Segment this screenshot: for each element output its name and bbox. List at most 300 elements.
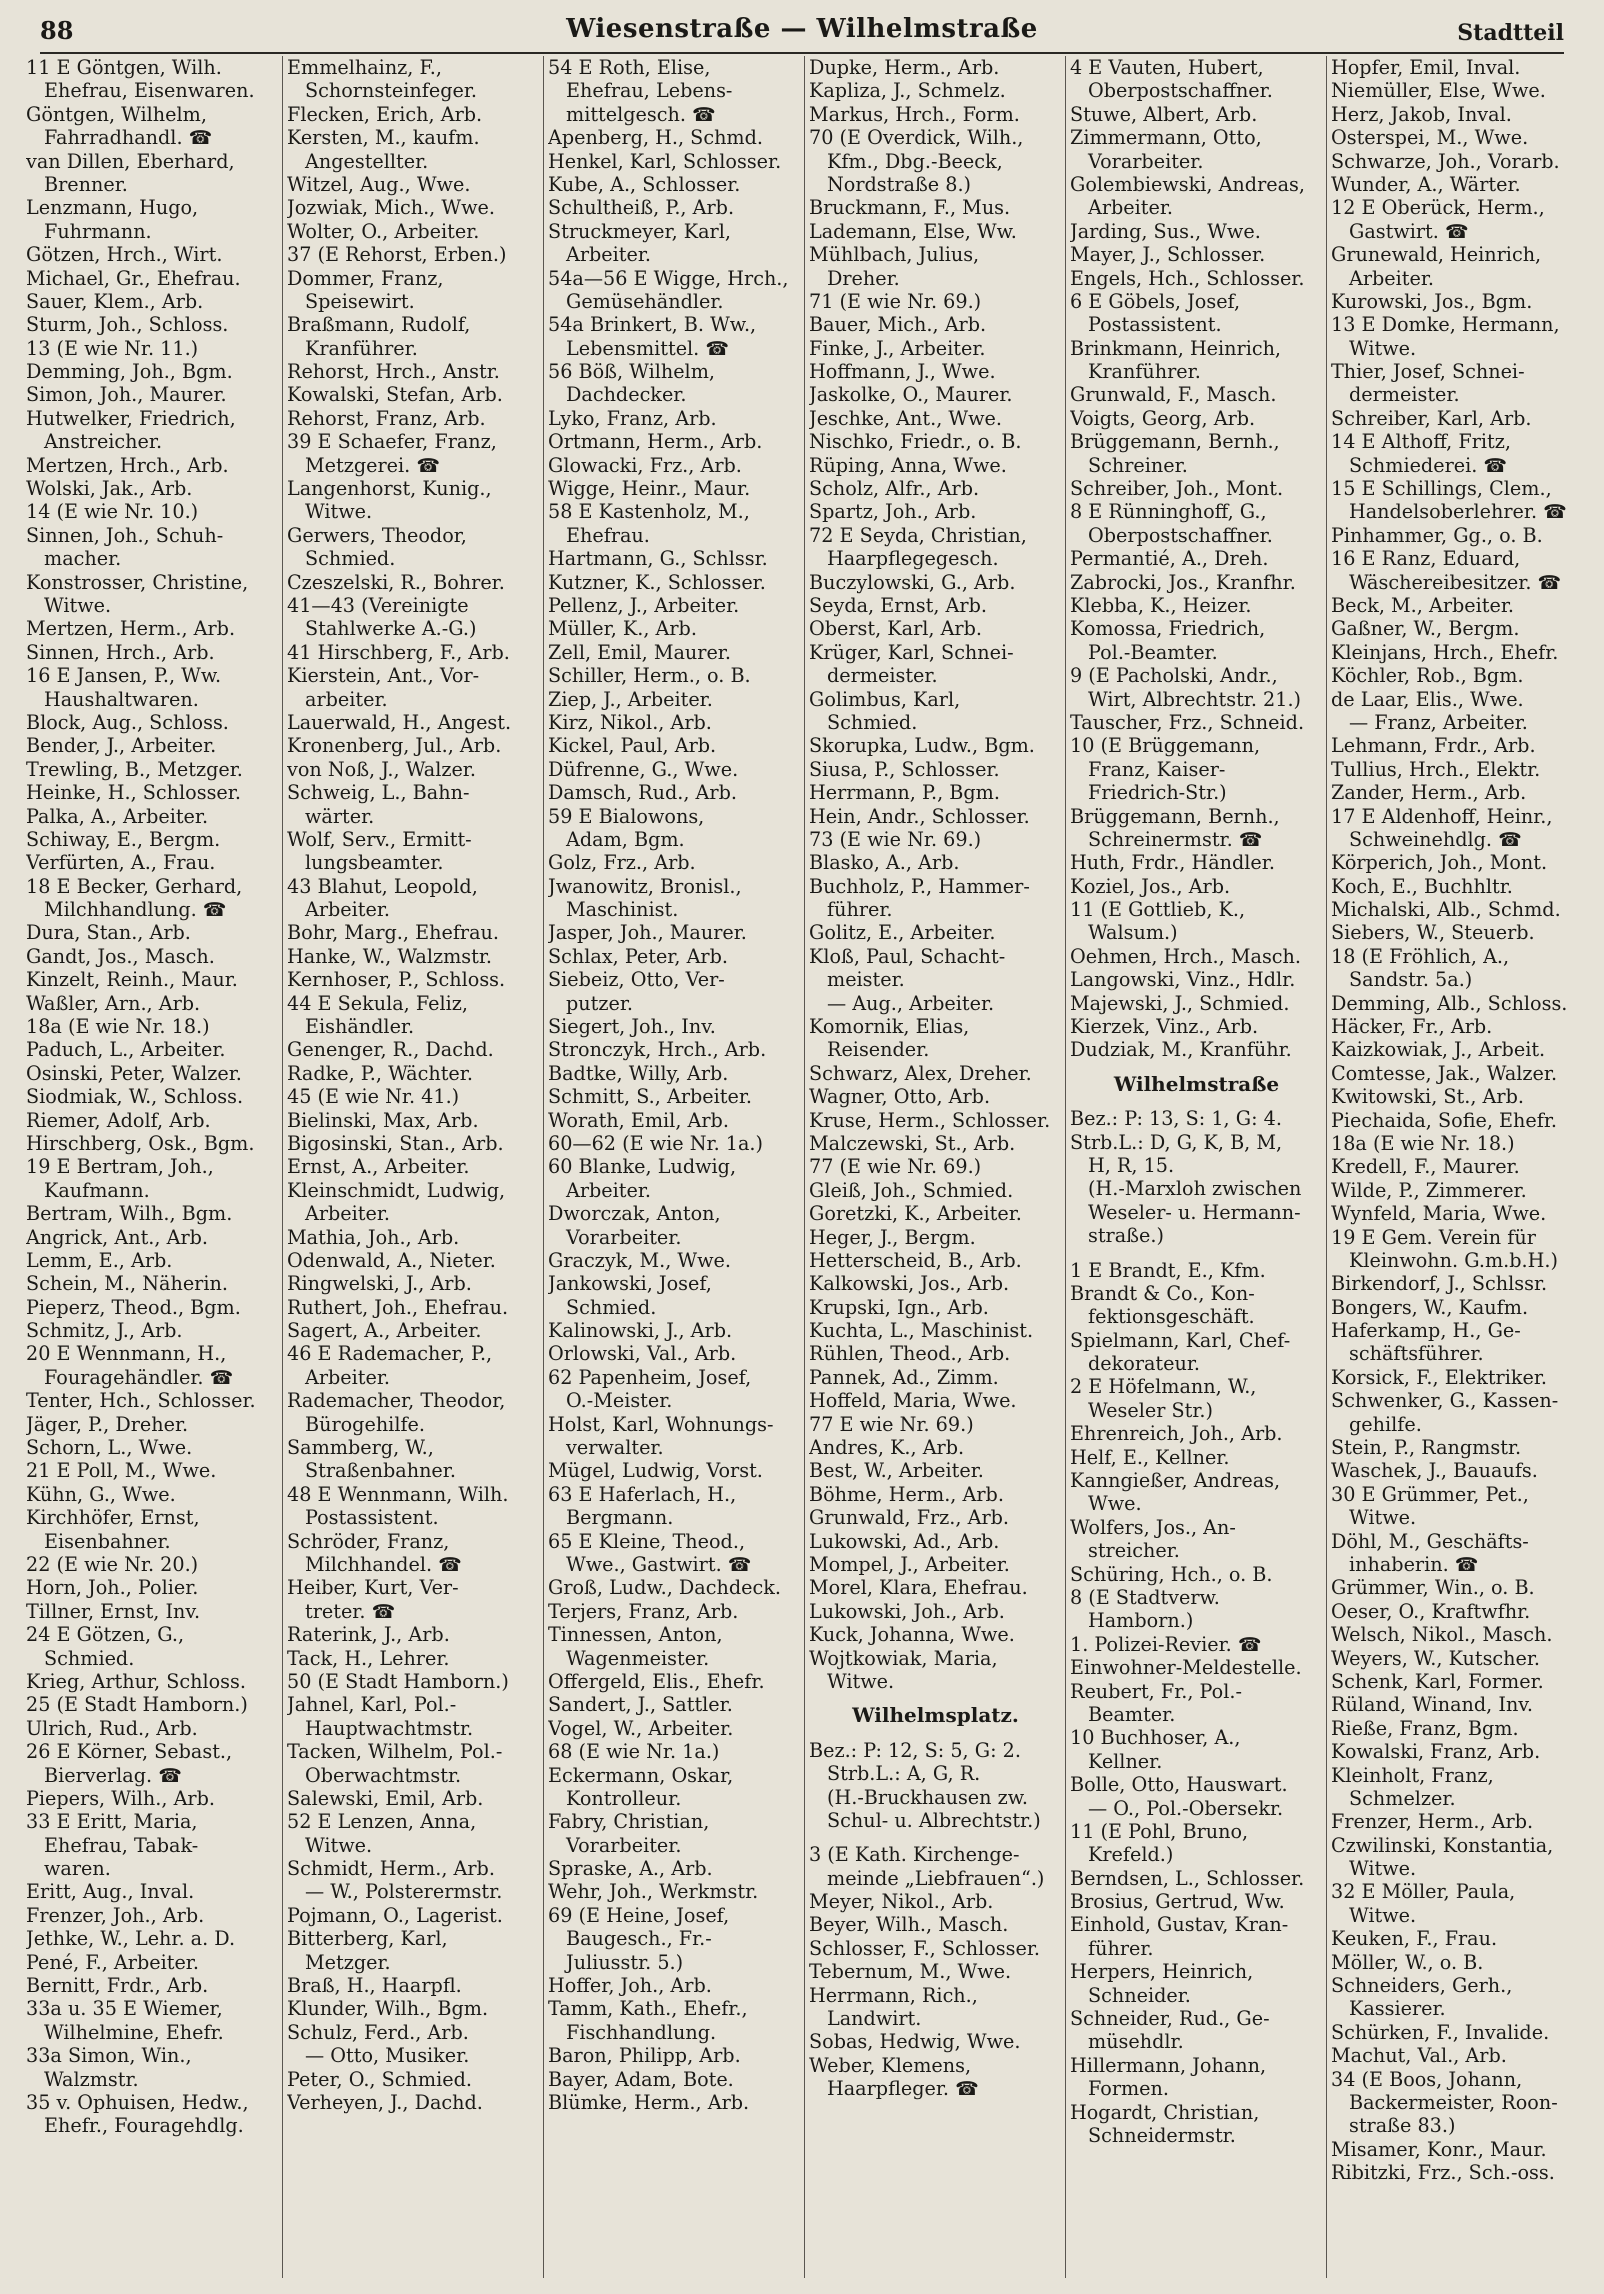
entry-line: Arbeiter. bbox=[1349, 266, 1435, 290]
entry-line: Kurowski, Jos., Bgm. bbox=[1331, 289, 1533, 313]
entry-line: Andres, K., Arb. bbox=[809, 1436, 965, 1460]
entry-line: 41—43 (Vereinigte bbox=[287, 593, 469, 617]
entry-line: Köchler, Rob., Bgm. bbox=[1331, 664, 1524, 688]
entry-line: Metzgerei. ☎ bbox=[305, 453, 441, 477]
entry-line: Arbeiter. bbox=[305, 1202, 391, 1226]
entry-line: Kapliza, J., Schmelz. bbox=[809, 79, 1006, 103]
entry-line: 1 E Brandt, E., Kfm. bbox=[1070, 1258, 1266, 1282]
entry-line: Eritt, Aug., Inval. bbox=[26, 1880, 195, 1904]
entry-line: Golitz, E., Arbeiter. bbox=[809, 921, 996, 945]
entry-line: Brinkmann, Heinrich, bbox=[1070, 336, 1282, 360]
entry-line: Tauscher, Frz., Schneid. bbox=[1070, 710, 1305, 734]
entry-line: Ehrenreich, Joh., Arb. bbox=[1070, 1422, 1283, 1446]
entry-line: Hillermann, Johann, bbox=[1070, 2053, 1267, 2077]
spacer bbox=[1070, 1062, 1323, 1073]
page-title: Wiesenstraße — Wilhelmstraße bbox=[566, 14, 1038, 44]
entry-line: Brüggemann, Bernh., bbox=[1070, 804, 1280, 828]
entry-line: Bayer, Adam, Bote. bbox=[548, 2067, 734, 2091]
entry-line: Bongers, W., Kaufm. bbox=[1331, 1295, 1529, 1319]
entry-line: Jeschke, Ant., Wwe. bbox=[809, 406, 1002, 430]
entry-line: Czwilinski, Konstantia, bbox=[1331, 1833, 1554, 1857]
entry-line: 60—62 (E wie Nr. 1a.) bbox=[548, 1131, 764, 1155]
entry-line: Schmied. bbox=[44, 1646, 135, 1670]
entry-line: Eisenbahner. bbox=[44, 1529, 171, 1553]
entry-line: Dachdecker. bbox=[566, 383, 687, 407]
entry-line: Wwe. bbox=[1088, 1492, 1142, 1516]
entry-line: Fouragehändler. ☎ bbox=[44, 1365, 234, 1389]
entry-line: Schweig, L., Bahn- bbox=[287, 781, 470, 805]
entry-line: 24 E Götzen, G., bbox=[26, 1623, 185, 1647]
entry-line: Franz, Kaiser- bbox=[1088, 757, 1226, 781]
entry-line: Paduch, L., Arbeiter. bbox=[26, 1038, 226, 1062]
entry-line: Schweinehdlg. ☎ bbox=[1349, 827, 1523, 851]
entry-line: Schwenker, G., Kassen- bbox=[1331, 1389, 1559, 1413]
entry-line: 33a Simon, Win., bbox=[26, 2044, 192, 2068]
entry-line: Demming, Alb., Schloss. bbox=[1331, 991, 1568, 1015]
entry-line: Bender, J., Arbeiter. bbox=[26, 734, 217, 758]
entry-line: Sinnen, Hrch., Arb. bbox=[26, 640, 215, 664]
entry-line: Kirz, Nikol., Arb. bbox=[548, 710, 712, 734]
entry-line: Wolfers, Jos., An- bbox=[1070, 1515, 1236, 1539]
entry-line: Berndsen, L., Schlosser. bbox=[1070, 1866, 1305, 1890]
entry-line: Ziep, J., Arbeiter. bbox=[548, 687, 713, 711]
entry-line: Bez.: P: 13, S: 1, G: 4. bbox=[1070, 1107, 1282, 1131]
entry-line: Graczyk, M., Wwe. bbox=[548, 1248, 732, 1272]
entry-line: Nischko, Friedr., o. B. bbox=[809, 430, 1022, 454]
entry-line: Bohr, Marg., Ehefrau. bbox=[287, 921, 499, 945]
entry-line: Kalinowski, J., Arb. bbox=[548, 1319, 733, 1343]
entry-line: Voigts, Georg, Arb. bbox=[1070, 406, 1256, 430]
entry-line: Bernitt, Frdr., Arb. bbox=[26, 1974, 209, 1998]
entry-line: Bielinski, Max, Arb. bbox=[287, 1108, 479, 1132]
entry-line: Wolter, O., Arbeiter. bbox=[287, 219, 480, 243]
entry-line: 9 (E Pacholski, Andr., bbox=[1070, 664, 1278, 688]
entry-line: Herpers, Heinrich, bbox=[1070, 1960, 1254, 1984]
entry-line: Kirchhöfer, Ernst, bbox=[26, 1506, 200, 1530]
entry-line: Osinski, Peter, Walzer. bbox=[26, 1061, 242, 1085]
entry-line: Groß, Ludw., Dachdeck. bbox=[548, 1576, 781, 1600]
entry-line: 44 E Sekula, Feliz, bbox=[287, 991, 468, 1015]
entry-line: Wojtkowiak, Maria, bbox=[809, 1646, 998, 1670]
entry-line: Hopfer, Emil, Inval. bbox=[1331, 56, 1521, 79]
entry-line: Fischhandlung. bbox=[566, 2020, 717, 2044]
entry-line: Kleinwohn. G.m.b.H.) bbox=[1349, 1248, 1558, 1272]
entry-line: verwalter. bbox=[566, 1436, 664, 1460]
entry-line: Oberpostschaffner. bbox=[1088, 523, 1273, 547]
entry-line: Jethke, W., Lehr. a. D. bbox=[26, 1927, 236, 1951]
entry-line: Apenberg, H., Schmd. bbox=[548, 126, 763, 150]
entry-line: Schiller, Herm., o. B. bbox=[548, 664, 751, 688]
entry-line: Worath, Emil, Arb. bbox=[548, 1108, 729, 1132]
entry-line: Tack, H., Lehrer. bbox=[287, 1646, 450, 1670]
entry-line: Gerwers, Theodor, bbox=[287, 523, 467, 547]
entry-line: Oberpostschaffner. bbox=[1088, 79, 1273, 103]
entry-line: Wirt, Albrechtstr. 21.) bbox=[1088, 687, 1302, 711]
entry-line: Kleinjans, Hrch., Ehefr. bbox=[1331, 640, 1559, 664]
entry-line: 33 E Eritt, Maria, bbox=[26, 1810, 198, 1834]
entry-line: 18a (E wie Nr. 18.) bbox=[1331, 1131, 1515, 1155]
entry-line: Kellner. bbox=[1088, 1749, 1163, 1773]
entry-line: inhaberin. ☎ bbox=[1349, 1553, 1479, 1576]
entry-line: Adam, Bgm. bbox=[566, 827, 685, 851]
entry-line: Kredell, F., Maurer. bbox=[1331, 1155, 1520, 1179]
entry-line: Schmied. bbox=[305, 547, 396, 571]
entry-line: Kfm., Dbg.-Beeck, bbox=[827, 149, 1003, 173]
entry-line: 41 Hirschberg, F., Arb. bbox=[287, 640, 510, 664]
entry-line: dekorateur. bbox=[1088, 1352, 1201, 1376]
entry-line: Schreiber, Karl, Arb. bbox=[1331, 406, 1532, 430]
entry-line: Czeszelski, R., Bohrer. bbox=[287, 570, 505, 594]
entry-line: Handelsoberlehrer. ☎ bbox=[1349, 500, 1568, 524]
entry-line: Strb.L.: A, G, R. bbox=[827, 1762, 981, 1786]
entry-line: Schneidermstr. bbox=[1088, 2123, 1236, 2147]
entry-line: Mertzen, Herm., Arb. bbox=[26, 617, 236, 641]
entry-line: — O., Pol.-Obersekr. bbox=[1088, 1796, 1284, 1820]
entry-line: Siebers, W., Steuerb. bbox=[1331, 921, 1535, 945]
entry-line: 11 (E Gottlieb, K., bbox=[1070, 898, 1246, 922]
entry-line: 8 (E Stadtverw. bbox=[1070, 1586, 1220, 1609]
entry-line: streicher. bbox=[1088, 1539, 1180, 1563]
entry-line: Tillner, Ernst, Inv. bbox=[26, 1599, 201, 1623]
entry-line: Lukowski, Ad., Arb. bbox=[809, 1529, 1000, 1553]
entry-line: Bitterberg, Karl, bbox=[287, 1927, 448, 1951]
entry-line: Herrmann, P., Bgm. bbox=[809, 781, 1000, 805]
entry-line: Machut, Val., Arb. bbox=[1331, 2044, 1507, 2068]
entry-line: Lenzmann, Hugo, bbox=[26, 196, 199, 220]
entry-line: 20 E Wennmann, H., bbox=[26, 1342, 227, 1366]
entry-line: Kranführer. bbox=[305, 336, 418, 360]
entry-line: Weseler- u. Hermann- bbox=[1088, 1200, 1301, 1224]
entry-line: 18a (E wie Nr. 18.) bbox=[26, 1015, 210, 1039]
entry-line: Emmelhainz, F., bbox=[287, 56, 443, 79]
entry-line: 10 (E Brüggemann, bbox=[1070, 734, 1261, 758]
entry-line: Bolle, Otto, Hauswart. bbox=[1070, 1773, 1288, 1797]
entry-line: Milchhandel. ☎ bbox=[305, 1553, 463, 1576]
entry-line: Dommer, Franz, bbox=[287, 266, 444, 290]
entry-line: Postassistent. bbox=[1088, 313, 1222, 337]
entry-line: Wilde, P., Zimmerer. bbox=[1331, 1178, 1527, 1202]
entry-line: Haarpflegegesch. bbox=[827, 547, 999, 571]
entry-line: 8 E Rünninghoff, G., bbox=[1070, 500, 1267, 524]
entry-line: Peter, O., Schmied. bbox=[287, 2067, 472, 2091]
entry-line: Tebernum, M., Wwe. bbox=[809, 1960, 1012, 1984]
entry-line: Markus, Hrch., Form. bbox=[809, 102, 1020, 126]
entry-line: Helf, E., Kellner. bbox=[1070, 1445, 1230, 1469]
entry-line: Verheyen, J., Dachd. bbox=[287, 2090, 483, 2114]
entry-line: Schul- u. Albrechtstr.) bbox=[827, 1808, 1041, 1832]
entry-line: 70 (E Overdick, Wilh., bbox=[809, 126, 1024, 150]
entry-line: Tenter, Hch., Schlosser. bbox=[26, 1389, 256, 1413]
entry-line: Walzmstr. bbox=[44, 2067, 139, 2091]
entry-line: Hamborn.) bbox=[1088, 1609, 1194, 1633]
entry-line: Wolski, Jak., Arb. bbox=[26, 477, 193, 501]
entry-line: Braß, H., Haarpfl. bbox=[287, 1974, 462, 1998]
entry-line: dermeister. bbox=[827, 664, 938, 688]
entry-line: Witwe. bbox=[1349, 1857, 1417, 1881]
entry-line: Odenwald, A., Nieter. bbox=[287, 1248, 496, 1272]
entry-line: Brosius, Gertrud, Ww. bbox=[1070, 1890, 1285, 1914]
entry-line: dermeister. bbox=[1349, 383, 1460, 407]
entry-line: Oehmen, Hrch., Masch. bbox=[1070, 944, 1301, 968]
entry-line: wärter. bbox=[305, 804, 375, 828]
entry-line: Siodmiak, W., Schloss. bbox=[26, 1085, 244, 1109]
entry-line: Wynfeld, Maria, Wwe. bbox=[1331, 1202, 1547, 1226]
entry-line: Wwe., Gastwirt. ☎ bbox=[566, 1553, 752, 1576]
spacer bbox=[809, 1832, 1062, 1843]
entry-line: Häcker, Fr., Arb. bbox=[1331, 1015, 1493, 1039]
entry-line: Friedrich-Str.) bbox=[1088, 781, 1227, 805]
entry-line: Orlowski, Val., Arb. bbox=[548, 1342, 737, 1366]
column-6 bbox=[1327, 56, 1588, 2278]
entry-line: Haushaltwaren. bbox=[44, 687, 199, 711]
entry-line: Sinnen, Joh., Schuh- bbox=[26, 523, 224, 547]
entry-line: Huth, Frdr., Händler. bbox=[1070, 851, 1275, 875]
entry-line: Fahrradhandl. ☎ bbox=[44, 126, 213, 150]
entry-line: Golimbus, Karl, bbox=[809, 687, 961, 711]
entry-line: führer. bbox=[827, 898, 893, 922]
entry-line: Anstreicher. bbox=[44, 430, 163, 454]
entry-line: Kickel, Paul, Arb. bbox=[548, 734, 717, 758]
entry-line: Schwarz, Alex, Dreher. bbox=[809, 1061, 1032, 1085]
entry-line: Sammberg, W., bbox=[287, 1436, 434, 1460]
entry-line: Bez.: P: 12, S: 5, G: 2. bbox=[809, 1738, 1021, 1762]
entry-line: Lauerwald, H., Angest. bbox=[287, 710, 512, 734]
entry-line: 18 E Becker, Gerhard, bbox=[26, 874, 243, 898]
entry-line: Best, W., Arbeiter. bbox=[809, 1459, 984, 1483]
entry-line: straße 83.) bbox=[1349, 2114, 1456, 2138]
entry-line: von Noß, J., Walzer. bbox=[287, 757, 476, 781]
entry-line: Lademann, Else, Ww. bbox=[809, 219, 1017, 243]
entry-line: Engels, Hch., Schlosser. bbox=[1070, 266, 1305, 290]
entry-line: de Laar, Elis., Wwe. bbox=[1331, 687, 1524, 711]
entry-line: Langowski, Vinz., Hdlr. bbox=[1070, 968, 1296, 992]
entry-line: Buchholz, P., Hammer- bbox=[809, 874, 1030, 898]
entry-line: Komornik, Elias, bbox=[809, 1015, 970, 1039]
entry-line: Landwirt. bbox=[827, 2007, 922, 2031]
entry-line: Pené, F., Arbeiter. bbox=[26, 1950, 199, 1974]
entry-line: Koziel, Jos., Arb. bbox=[1070, 874, 1231, 898]
entry-line: 14 (E wie Nr. 10.) bbox=[26, 500, 199, 524]
entry-line: Wagenmeister. bbox=[566, 1646, 710, 1670]
entry-line: Metzger. bbox=[305, 1950, 391, 1974]
entry-line: Schmied. bbox=[566, 1295, 657, 1319]
entry-line: Witwe. bbox=[305, 500, 373, 524]
entry-line: Frenzer, Joh., Arb. bbox=[26, 1903, 205, 1927]
entry-line: 59 E Bialowons, bbox=[548, 804, 705, 828]
entry-line: Wäschereibesitzer. ☎ bbox=[1349, 570, 1562, 594]
entry-line: Keuken, F., Frau. bbox=[1331, 1927, 1498, 1951]
entry-line: Bruckmann, F., Mus. bbox=[809, 196, 1011, 220]
entry-line: Thier, Josef, Schnei- bbox=[1331, 360, 1525, 384]
entry-line: Klebba, K., Heizer. bbox=[1070, 593, 1252, 617]
entry-line: Witwe. bbox=[1349, 336, 1417, 360]
entry-line: 34 (E Boos, Johann, bbox=[1331, 2067, 1523, 2091]
entry-line: Golembiewski, Andreas, bbox=[1070, 172, 1305, 196]
entry-line: Herz, Jakob, Inval. bbox=[1331, 102, 1512, 126]
entry-line: Golz, Frz., Arb. bbox=[548, 851, 696, 875]
entry-line: Lyko, Franz, Arb. bbox=[548, 406, 717, 430]
entry-line: Witwe. bbox=[1349, 1506, 1417, 1530]
entry-line: Sobas, Hedwig, Wwe. bbox=[809, 2030, 1021, 2054]
entry-line: Jahnel, Karl, Pol.- bbox=[287, 1693, 457, 1717]
entry-line: Dreher. bbox=[827, 266, 900, 290]
entry-line: 37 (E Rehorst, Erben.) bbox=[287, 243, 507, 267]
entry-line: mittelgesch. ☎ bbox=[566, 102, 716, 126]
entry-line: 13 (E wie Nr. 11.) bbox=[26, 336, 199, 360]
entry-line: Schröder, Franz, bbox=[287, 1529, 450, 1553]
entry-line: Hogardt, Christian, bbox=[1070, 2100, 1260, 2124]
entry-line: Gleiß, Joh., Schmied. bbox=[809, 1178, 1014, 1202]
entry-line: Ruthert, Joh., Ehefrau. bbox=[287, 1295, 509, 1319]
entry-line: Witzel, Aug., Wwe. bbox=[287, 172, 471, 196]
entry-line: Spraske, A., Arb. bbox=[548, 1857, 713, 1881]
entry-line: 32 E Möller, Paula, bbox=[1331, 1880, 1516, 1904]
entry-line: 3 (E Kath. Kirchenge- bbox=[809, 1843, 1020, 1867]
entry-line: Terjers, Franz, Arb. bbox=[548, 1599, 739, 1623]
entry-line: Kontrolleur. bbox=[566, 1786, 682, 1810]
entry-line: Weber, Klemens, bbox=[809, 2053, 972, 2077]
column-4 bbox=[805, 56, 1066, 2278]
entry-line: Wagner, Otto, Arb. bbox=[809, 1085, 991, 1109]
entry-line: Zell, Emil, Maurer. bbox=[548, 640, 731, 664]
entry-line: Arbeiter. bbox=[305, 1365, 391, 1389]
entry-line: Kowalski, Stefan, Arb. bbox=[287, 383, 503, 407]
entry-line: Kaizkowiak, J., Arbeit. bbox=[1331, 1038, 1546, 1062]
entry-line: Krefeld.) bbox=[1088, 1843, 1174, 1867]
entry-line: Möller, W., o. B. bbox=[1331, 1950, 1484, 1974]
entry-line: 16 E Ranz, Eduard, bbox=[1331, 547, 1521, 571]
entry-line: Beyer, Wilh., Masch. bbox=[809, 1913, 1009, 1937]
entry-line: Glowacki, Frz., Arb. bbox=[548, 453, 742, 477]
entry-line: Lebensmittel. ☎ bbox=[566, 336, 730, 360]
entry-line: 39 E Schaefer, Franz, bbox=[287, 430, 497, 454]
entry-line: Simon, Joh., Maurer. bbox=[26, 383, 227, 407]
entry-line: Pinhammer, Gg., o. B. bbox=[1331, 523, 1543, 547]
entry-line: Hoffmann, J., Wwe. bbox=[809, 360, 996, 384]
entry-line: Jäger, P., Dreher. bbox=[26, 1412, 189, 1436]
entry-line: Rieße, Franz, Bgm. bbox=[1331, 1716, 1519, 1740]
entry-line: Kleinholt, Franz, bbox=[1331, 1763, 1494, 1787]
entry-line: Flecken, Erich, Arb. bbox=[287, 102, 483, 126]
entry-line: Mühlbach, Julius, bbox=[809, 243, 980, 267]
entry-line: Bergmann. bbox=[566, 1506, 674, 1530]
column-2 bbox=[283, 56, 544, 2278]
entry-line: Wilhelmine, Ehefr. bbox=[44, 2020, 224, 2044]
entry-line: Misamer, Konr., Maur. bbox=[1331, 2137, 1547, 2161]
entry-line: Schneiders, Gerh., bbox=[1331, 1974, 1513, 1998]
entry-line: Block, Aug., Schloss. bbox=[26, 710, 229, 734]
entry-line: 58 E Kastenholz, M., bbox=[548, 500, 750, 524]
entry-line: Kloß, Paul, Schacht- bbox=[809, 944, 1006, 968]
entry-line: van Dillen, Eberhard, bbox=[26, 149, 235, 173]
entry-line: Straßenbahner. bbox=[305, 1459, 456, 1483]
entry-line: Reubert, Fr., Pol.- bbox=[1070, 1679, 1242, 1703]
entry-line: Arbeiter. bbox=[305, 898, 391, 922]
entry-line: Kleinschmidt, Ludwig, bbox=[287, 1178, 506, 1202]
entry-line: Pojmann, O., Lagerist. bbox=[287, 1903, 503, 1927]
entry-line: Backermeister, Roon- bbox=[1349, 2090, 1558, 2114]
entry-line: 54a Brinkert, B. Ww., bbox=[548, 313, 757, 337]
entry-line: Mathia, Joh., Arb. bbox=[287, 1225, 460, 1249]
entry-line: 26 E Körner, Sebast., bbox=[26, 1740, 233, 1764]
district-label: Stadtteil bbox=[1457, 20, 1564, 46]
entry-line: Sandert, J., Sattler. bbox=[548, 1693, 733, 1717]
entry-line: Tullius, Hrch., Elektr. bbox=[1331, 757, 1541, 781]
entry-line: Schreiber, Joh., Mont. bbox=[1070, 477, 1284, 501]
entry-line: meinde „Liebfrauen“.) bbox=[827, 1866, 1045, 1890]
entry-line: Rademacher, Theodor, bbox=[287, 1389, 506, 1413]
entry-line: Eishändler. bbox=[305, 1015, 415, 1039]
entry-line: 56 Böß, Wilhelm, bbox=[548, 360, 715, 384]
entry-line: Grümmer, Win., o. B. bbox=[1331, 1576, 1535, 1600]
entry-line: Hanke, W., Walzmstr. bbox=[287, 944, 493, 968]
entry-line: macher. bbox=[44, 547, 122, 571]
entry-line: 4 E Vauten, Hubert, bbox=[1070, 56, 1264, 79]
entry-line: Finke, J., Arbeiter. bbox=[809, 336, 986, 360]
entry-line: Weseler Str.) bbox=[1088, 1398, 1213, 1422]
entry-line: Schulz, Ferd., Arb. bbox=[287, 2020, 469, 2044]
entry-line: Rehorst, Hrch., Anstr. bbox=[287, 360, 500, 384]
entry-line: Beck, M., Arbeiter. bbox=[1331, 593, 1515, 617]
entry-line: 25 (E Stadt Hamborn.) bbox=[26, 1693, 248, 1717]
entry-line: Arbeiter. bbox=[1088, 196, 1174, 220]
entry-line: Oberwachtmstr. bbox=[305, 1763, 462, 1787]
entry-line: Trewling, B., Metzger. bbox=[26, 757, 243, 781]
entry-line: Malczewski, St., Arb. bbox=[809, 1131, 1016, 1155]
entry-line: Kranführer. bbox=[1088, 360, 1201, 384]
entry-line: Vorarbeiter. bbox=[566, 1225, 682, 1249]
entry-line: treter. ☎ bbox=[305, 1599, 396, 1623]
entry-line: Hutwelker, Friedrich, bbox=[26, 406, 236, 430]
entry-line: Oeser, O., Kraftwfhr. bbox=[1331, 1599, 1531, 1623]
entry-line: Meyer, Nikol., Arb. bbox=[809, 1890, 994, 1914]
page-header bbox=[40, 12, 1564, 52]
entry-line: 22 (E wie Nr. 20.) bbox=[26, 1553, 199, 1576]
entry-line: Piepers, Wilh., Arb. bbox=[26, 1786, 215, 1810]
entry-line: Schmiederei. ☎ bbox=[1349, 453, 1508, 477]
entry-line: waren. bbox=[44, 1857, 111, 1881]
entry-line: Schmidt, Herm., Arb. bbox=[287, 1857, 495, 1881]
entry-line: Siegert, Joh., Inv. bbox=[548, 1015, 716, 1039]
entry-line: Horn, Joh., Polier. bbox=[26, 1576, 199, 1600]
entry-line: Spielmann, Karl, Chef- bbox=[1070, 1328, 1291, 1352]
entry-line: Piechaida, Sofie, Ehefr. bbox=[1331, 1108, 1558, 1132]
entry-line: Radke, P., Wächter. bbox=[287, 1061, 473, 1085]
entry-line: Komossa, Friedrich, bbox=[1070, 617, 1266, 641]
entry-line: Einhold, Gustav, Kran- bbox=[1070, 1913, 1289, 1937]
entry-line: Kassierer. bbox=[1349, 1997, 1446, 2021]
entry-line: Majewski, J., Schmied. bbox=[1070, 991, 1290, 1015]
entry-line: Zander, Herm., Arb. bbox=[1331, 781, 1527, 805]
entry-line: Bürogehilfe. bbox=[305, 1412, 426, 1436]
entry-line: Stein, P., Rangmstr. bbox=[1331, 1436, 1522, 1460]
entry-line: Fuhrmann. bbox=[44, 219, 152, 243]
entry-line: Ehefr., Fouragehdlg. bbox=[44, 2114, 244, 2138]
entry-line: Kaufmann. bbox=[44, 1178, 150, 1202]
entry-line: Seyda, Ernst, Arb. bbox=[809, 593, 987, 617]
entry-line: Rüland, Winand, Inv. bbox=[1331, 1693, 1533, 1717]
entry-line: — W., Polsterermstr. bbox=[305, 1880, 503, 1904]
entry-line: Bauer, Mich., Arb. bbox=[809, 313, 987, 337]
entry-line: 77 E wie Nr. 69.) bbox=[809, 1412, 974, 1436]
entry-columns bbox=[22, 56, 1588, 2278]
entry-line: Blümke, Herm., Arb. bbox=[548, 2090, 750, 2114]
entry-line: Buczylowski, G., Arb. bbox=[809, 570, 1016, 594]
entry-line: Speisewirt. bbox=[305, 289, 415, 313]
entry-line: Schmitz, J., Arb. bbox=[26, 1319, 183, 1343]
entry-line: Pannek, Ad., Zimm. bbox=[809, 1365, 999, 1389]
entry-line: Osterspei, M., Wwe. bbox=[1331, 126, 1529, 150]
